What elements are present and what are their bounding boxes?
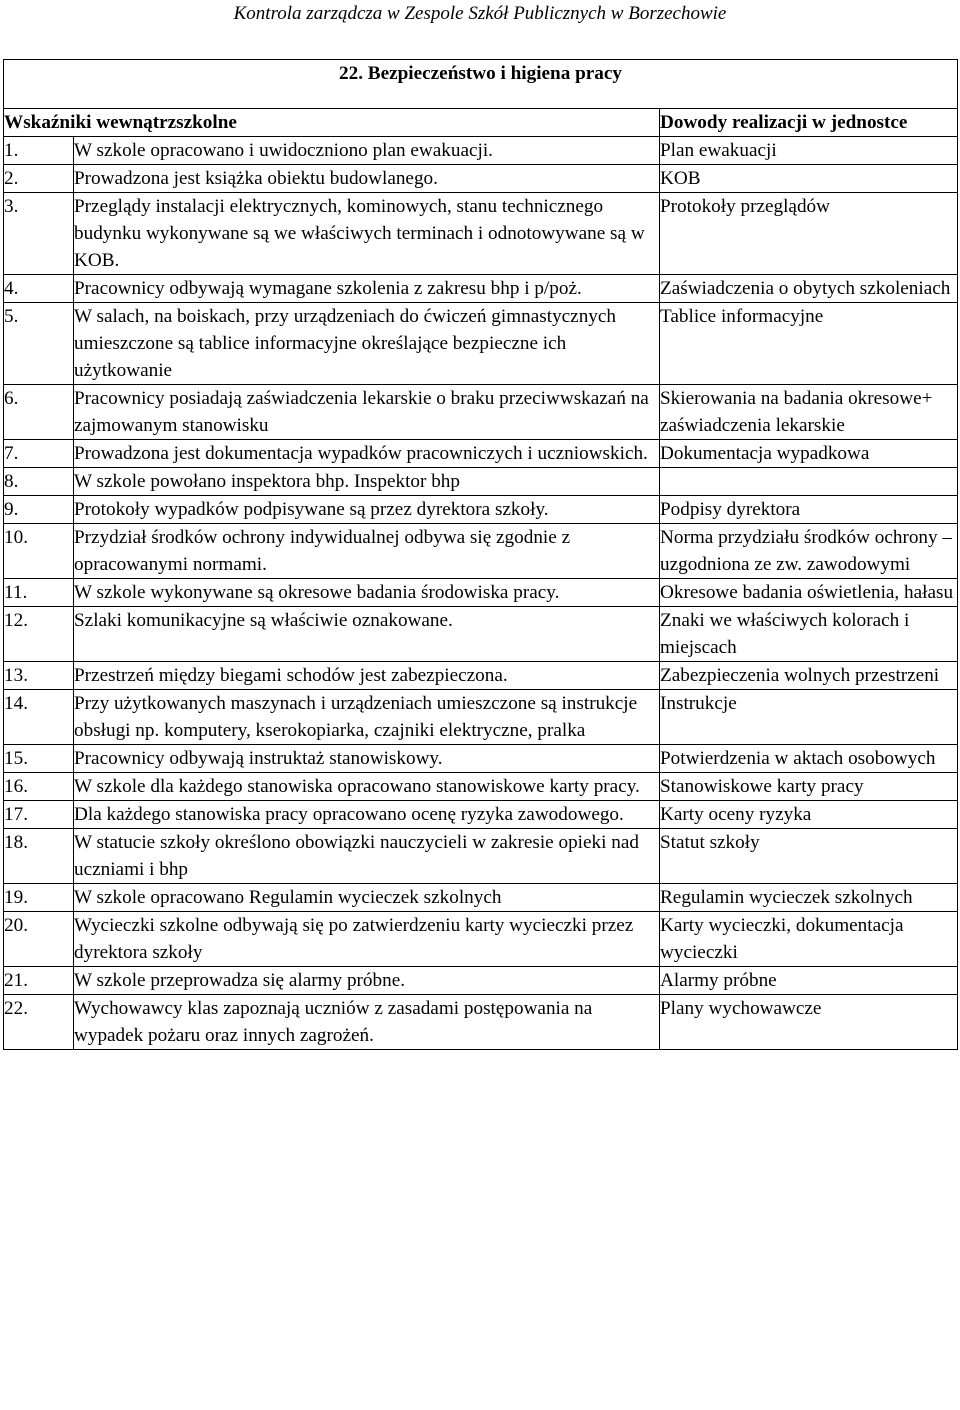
indicator-text: Pracownicy odbywają wymagane szkolenia z zakresu bhp i p/poż. (74, 275, 660, 303)
table-row (4, 524, 958, 579)
indicator-text: W szkole opracowano i uwidoczniono plan ewakuacji. (74, 137, 660, 165)
indicator-text: Przy użytkowanych maszynach i urządzeniach umieszczone są instrukcje obsługi np. komputery, kserokopiarka, czajniki elektryczne, pralka (74, 690, 660, 745)
indicator-text: Pracownicy posiadają zaświadczenia lekarskie o braku przeciwwskazań na zajmowanym stanowisku (74, 385, 660, 440)
evidence-text: Znaki we właściwych kolorach i miejscach (660, 607, 958, 662)
indicator-text: Przydział środków ochrony indywidualnej odbywa się zgodnie z opracowanymi normami. (74, 524, 660, 579)
evidence-text: Tablice informacyjne (660, 303, 958, 385)
row-number: 13. (4, 662, 74, 690)
evidence-text: Zabezpieczenia wolnych przestrzeni (660, 662, 958, 690)
row-number: 22. (4, 995, 74, 1050)
table-row (4, 607, 958, 662)
table-row (4, 745, 958, 773)
indicator-text: Prowadzona jest dokumentacja wypadków pracowniczych i uczniowskich. (74, 440, 660, 468)
table-row (4, 275, 958, 303)
evidence-text: Instrukcje (660, 690, 958, 745)
section-title: 22. Bezpieczeństwo i higiena pracy (4, 60, 958, 109)
evidence-text: Stanowiskowe karty pracy (660, 773, 958, 801)
indicator-text: Przestrzeń między biegami schodów jest zabezpieczona. (74, 662, 660, 690)
row-number: 12. (4, 607, 74, 662)
column-header-indicators: Wskaźniki wewnątrzszkolne (4, 109, 660, 137)
evidence-text: Dokumentacja wypadkowa (660, 440, 958, 468)
indicator-text: W statucie szkoły określono obowiązki nauczycieli w zakresie opieki nad uczniami i bhp (74, 829, 660, 884)
table-row (4, 967, 958, 995)
table-row (4, 579, 958, 607)
evidence-text: Karty oceny ryzyka (660, 801, 958, 829)
table-row (4, 496, 958, 524)
row-number: 4. (4, 275, 74, 303)
evidence-text: Alarmy próbne (660, 967, 958, 995)
table-row (4, 662, 958, 690)
evidence-text: Protokoły przeglądów (660, 193, 958, 275)
row-number: 18. (4, 829, 74, 884)
indicator-text: W salach, na boiskach, przy urządzeniach do ćwiczeń gimnastycznych umieszczone są tablice informacyjne określające bezpieczne ich użytkowanie (74, 303, 660, 385)
row-number: 7. (4, 440, 74, 468)
evidence-text: Plany wychowawcze (660, 995, 958, 1050)
column-header-evidence: Dowody realizacji w jednostce (660, 109, 958, 137)
table-row (4, 773, 958, 801)
row-number: 6. (4, 385, 74, 440)
indicators-table (3, 59, 958, 1050)
row-number: 1. (4, 137, 74, 165)
evidence-text: Regulamin wycieczek szkolnych (660, 884, 958, 912)
row-number: 8. (4, 468, 74, 496)
indicator-text: W szkole przeprowadza się alarmy próbne. (74, 967, 660, 995)
indicator-text: Wychowawcy klas zapoznają uczniów z zasadami postępowania na wypadek pożaru oraz innych zagrożeń. (74, 995, 660, 1050)
row-number: 9. (4, 496, 74, 524)
table-row (4, 912, 958, 967)
row-number: 11. (4, 579, 74, 607)
evidence-text: Potwierdzenia w aktach osobowych (660, 745, 958, 773)
indicator-text: Wycieczki szkolne odbywają się po zatwierdzeniu karty wycieczki przez dyrektora szkoły (74, 912, 660, 967)
table-row (4, 690, 958, 745)
table-row (4, 137, 958, 165)
table-row (4, 884, 958, 912)
evidence-text: Podpisy dyrektora (660, 496, 958, 524)
table-row (4, 165, 958, 193)
indicator-text: W szkole dla każdego stanowiska opracowano stanowiskowe karty pracy. (74, 773, 660, 801)
row-number: 17. (4, 801, 74, 829)
row-number: 20. (4, 912, 74, 967)
indicator-text: Szlaki komunikacyjne są właściwie oznakowane. (74, 607, 660, 662)
evidence-text: Norma przydziału środków ochrony – uzgodniona ze zw. zawodowymi (660, 524, 958, 579)
table-row (4, 468, 958, 496)
row-number: 16. (4, 773, 74, 801)
indicator-text: Dla każdego stanowiska pracy opracowano ocenę ryzyka zawodowego. (74, 801, 660, 829)
table-row (4, 995, 958, 1050)
row-number: 10. (4, 524, 74, 579)
document-header: Kontrola zarządcza w Zespole Szkół Publicznych w Borzechowie (233, 3, 727, 24)
evidence-text: Okresowe badania oświetlenia, hałasu (660, 579, 958, 607)
indicator-text: Protokoły wypadków podpisywane są przez dyrektora szkoły. (74, 496, 660, 524)
evidence-text (660, 468, 958, 496)
evidence-text: Statut szkoły (660, 829, 958, 884)
evidence-text: Skierowania na badania okresowe+ zaświadczenia lekarskie (660, 385, 958, 440)
row-number: 21. (4, 967, 74, 995)
indicator-text: Pracownicy odbywają instruktaż stanowiskowy. (74, 745, 660, 773)
table-row (4, 193, 958, 275)
row-number: 14. (4, 690, 74, 745)
row-number: 3. (4, 193, 74, 275)
evidence-text: KOB (660, 165, 958, 193)
table-row (4, 829, 958, 884)
evidence-text: Karty wycieczki, dokumentacja wycieczki (660, 912, 958, 967)
row-number: 2. (4, 165, 74, 193)
evidence-text: Zaświadczenia o obytych szkoleniach (660, 275, 958, 303)
indicator-text: Prowadzona jest książka obiektu budowlanego. (74, 165, 660, 193)
indicator-text: W szkole wykonywane są okresowe badania środowiska pracy. (74, 579, 660, 607)
row-number: 19. (4, 884, 74, 912)
column-header-row (4, 109, 958, 137)
evidence-text: Plan ewakuacji (660, 137, 958, 165)
indicator-text: Przeglądy instalacji elektrycznych, kominowych, stanu technicznego budynku wykonywane są we właściwych terminach i odnotowywane są w KOB. (74, 193, 660, 275)
table-row (4, 801, 958, 829)
indicator-text: W szkole powołano inspektora bhp. Inspektor bhp (74, 468, 660, 496)
indicator-text: W szkole opracowano Regulamin wycieczek szkolnych (74, 884, 660, 912)
table-row (4, 385, 958, 440)
table-row (4, 303, 958, 385)
row-number: 5. (4, 303, 74, 385)
table-row (4, 440, 958, 468)
row-number: 15. (4, 745, 74, 773)
title-row (4, 60, 958, 109)
